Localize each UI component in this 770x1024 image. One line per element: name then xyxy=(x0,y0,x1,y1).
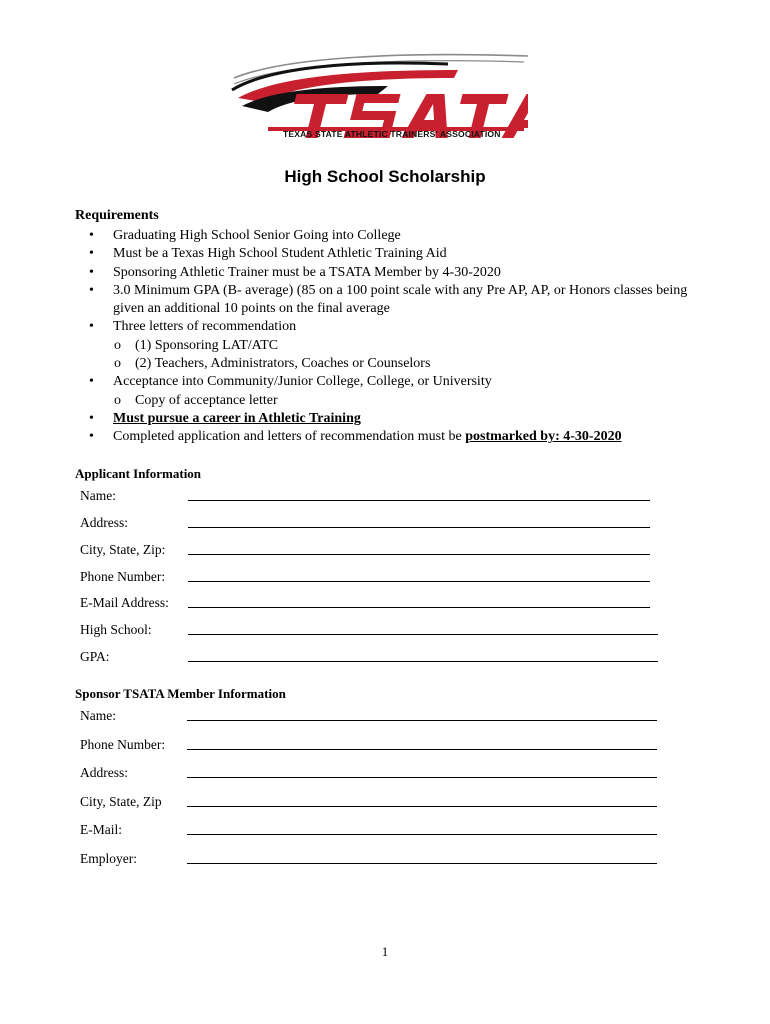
list-item xyxy=(75,428,695,446)
applicant-gpa-field[interactable] xyxy=(188,661,658,662)
requirement-text: Three letters of recommendation xyxy=(113,319,297,335)
list-item xyxy=(75,245,695,263)
list-item xyxy=(75,282,695,319)
applicant-city-state-zip-label: City, State, Zip: xyxy=(80,542,166,557)
subitem-text: (2) Teachers, Administrators, Coaches or Counselors xyxy=(135,356,431,372)
list-item xyxy=(75,264,695,282)
requirement-text: Acceptance into Community/Junior College, College, or University xyxy=(113,374,492,390)
sub-bullet-icon: o xyxy=(114,392,121,408)
list-item xyxy=(75,373,695,391)
logo-subtitle: TEXAS STATE ATHLETIC TRAINERS' ASSOCIATION xyxy=(283,129,501,139)
postmark-deadline: postmarked by: 4-30-2020 xyxy=(465,429,622,445)
sponsor-email-field[interactable] xyxy=(187,834,657,835)
sub-bullet-icon: o xyxy=(114,337,121,353)
bullet-icon: • xyxy=(89,246,94,262)
list-item xyxy=(75,410,695,428)
sponsor-name-label: Name: xyxy=(80,708,116,723)
applicant-city-state-zip-field[interactable] xyxy=(188,554,650,555)
sponsor-phone-field[interactable] xyxy=(187,749,657,750)
applicant-email-label: E-Mail Address: xyxy=(80,595,169,610)
sponsor-info-heading: Sponsor TSATA Member Information xyxy=(75,686,286,701)
applicant-address-label: Address: xyxy=(80,515,128,530)
applicant-info-heading: Applicant Information xyxy=(75,466,202,481)
applicant-high-school-label: High School: xyxy=(80,622,152,637)
sponsor-phone-label: Phone Number: xyxy=(80,737,166,752)
bullet-icon: • xyxy=(89,228,94,243)
bullet-icon: • xyxy=(89,410,94,426)
sponsor-city-state-zip-field[interactable] xyxy=(187,806,657,807)
sponsor-employer-field[interactable] xyxy=(187,863,657,864)
requirements-heading: Requirements xyxy=(75,208,159,223)
subitem-text: (1) Sponsoring LAT/ATC xyxy=(135,337,279,353)
requirement-text: Completed application and letters of recommendation must be xyxy=(113,429,466,445)
list-subitem xyxy=(75,337,695,355)
requirement-text: Must pursue a career in Athletic Training xyxy=(113,410,361,426)
sponsor-address-label: Address: xyxy=(80,765,128,780)
applicant-phone-field[interactable] xyxy=(188,581,650,582)
sub-bullet-icon: o xyxy=(114,356,121,372)
list-subitem xyxy=(75,392,695,410)
bullet-icon: • xyxy=(89,264,94,280)
bullet-icon: • xyxy=(89,429,94,445)
applicant-gpa-label: GPA: xyxy=(80,649,110,664)
bullet-icon: • xyxy=(89,282,94,298)
requirement-text: Must be a Texas High School Student Athletic Training Aid xyxy=(113,246,447,262)
requirements-list xyxy=(75,227,695,447)
applicant-phone-label: Phone Number: xyxy=(80,569,166,584)
applicant-name-field[interactable] xyxy=(188,500,650,501)
applicant-name-label: Name: xyxy=(80,488,116,503)
list-subitem xyxy=(75,355,695,373)
sponsor-email-label: E-Mail: xyxy=(80,822,122,837)
requirement-text: 3.0 Minimum GPA (B- average) (85 on a 100 point scale with any Pre AP, AP, or Honors classes being given an additional 10 points on the final average xyxy=(113,282,688,317)
subitem-text: Copy of acceptance letter xyxy=(135,392,278,408)
requirement-text: Sponsoring Athletic Trainer must be a TSATA Member by 4-30-2020 xyxy=(113,264,501,280)
list-item xyxy=(75,318,695,336)
page-title: High School Scholarship xyxy=(284,167,486,186)
page-number: 1 xyxy=(381,944,389,959)
applicant-high-school-field[interactable] xyxy=(188,634,658,635)
requirement-text: Graduating High School Senior Going into College xyxy=(113,228,401,243)
sponsor-name-field[interactable] xyxy=(187,720,657,721)
sponsor-city-state-zip-label: City, State, Zip xyxy=(80,794,162,809)
applicant-address-field[interactable] xyxy=(188,527,650,528)
applicant-email-field[interactable] xyxy=(188,607,650,608)
sponsor-address-field[interactable] xyxy=(187,777,657,778)
bullet-icon: • xyxy=(89,319,94,335)
bullet-icon: • xyxy=(89,374,94,390)
sponsor-employer-label: Employer: xyxy=(80,851,137,866)
list-item xyxy=(75,227,695,245)
